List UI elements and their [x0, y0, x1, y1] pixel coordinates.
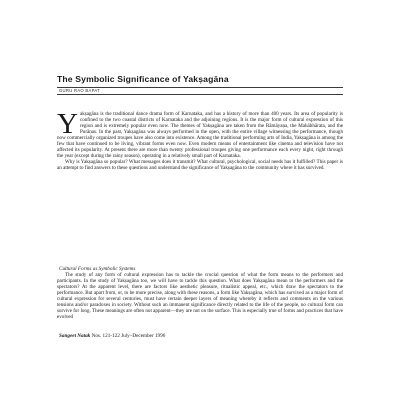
drop-cap: Y	[57, 108, 78, 140]
article-title: The Symbolic Significance of Yakṣagāna	[57, 74, 229, 84]
article-body-intro	[57, 108, 343, 172]
section-heading: Cultural Forms as Symbolic Systems	[59, 266, 136, 272]
intro-paragraph-text: akṣagāna is the traditional dance drama form of Karnataka, and has a history of more than 400 years. Its area of popularity is confined to the two coastal districts of Karnataka and the adjoining regions. It is the major form of cultural expression of this region and is extremely popular even now. The themes of Yakṣagāna are taken from the Rāmāyaṇa, the Mahābhārata, and the Purāṇas. In the past, Yakṣagāna was always performed in the open, with the entire village witnessing the performance, though now commercially organized troupes have also come into existence. Among the traditional performing arts of India, Yakṣagāna is among the few that have continued to be living, vibrant forms even now. Even modern means of entertainment like cinema and television have not affected its popularity. At present there are more than twenty professional troupes giving one performance each every night, right through the year (except during the rainy season), operating in a relatively small part of Karnataka.	[57, 111, 343, 160]
question-paragraph: Why is Yakṣagāna so popular? What messages does it transmit? What cultural, psychological, social needs has it fulfilled? This paper is an attempt to find answers to these questions and understand the significance of Yakṣagāna to the community where it has survived.	[57, 159, 343, 172]
intro-paragraph	[57, 108, 343, 160]
page-footer	[59, 333, 165, 339]
article-author: GURU RAO BAPAT	[59, 88, 101, 93]
article-body-section	[57, 272, 343, 320]
journal-name: Sangeet Natak	[59, 333, 91, 339]
section-paragraph: The study of any form of cultural expression has to tackle the crucial question of what the form means to the performers and participants. In the study of Yakṣagāna too, we will have to tackle this question. What does Yakṣagāna mean to the performers and the spectators? At the apparent level, there are factors like aesthetic pleasure, ritualistic appeal, etc., which draw the spectators to the performance. But apart from, or, to be more precise, along with these reasons, a form like Yakṣagāna, which has survived as a major form of cultural expression for several centuries, must have certain deeper layers of meaning whereby it reflects and comments on the various tensions and/or paradoxes in society. Without such an immanent significance directly related to the life of the people, no cultural form can survive for long. These meanings are often not apparent—they are not on the surface. This is especially true of forms and practices that have evolved	[57, 272, 343, 321]
issue-info: Nos. 121-122 July–December 1996	[90, 333, 166, 339]
author-rule	[57, 94, 343, 95]
